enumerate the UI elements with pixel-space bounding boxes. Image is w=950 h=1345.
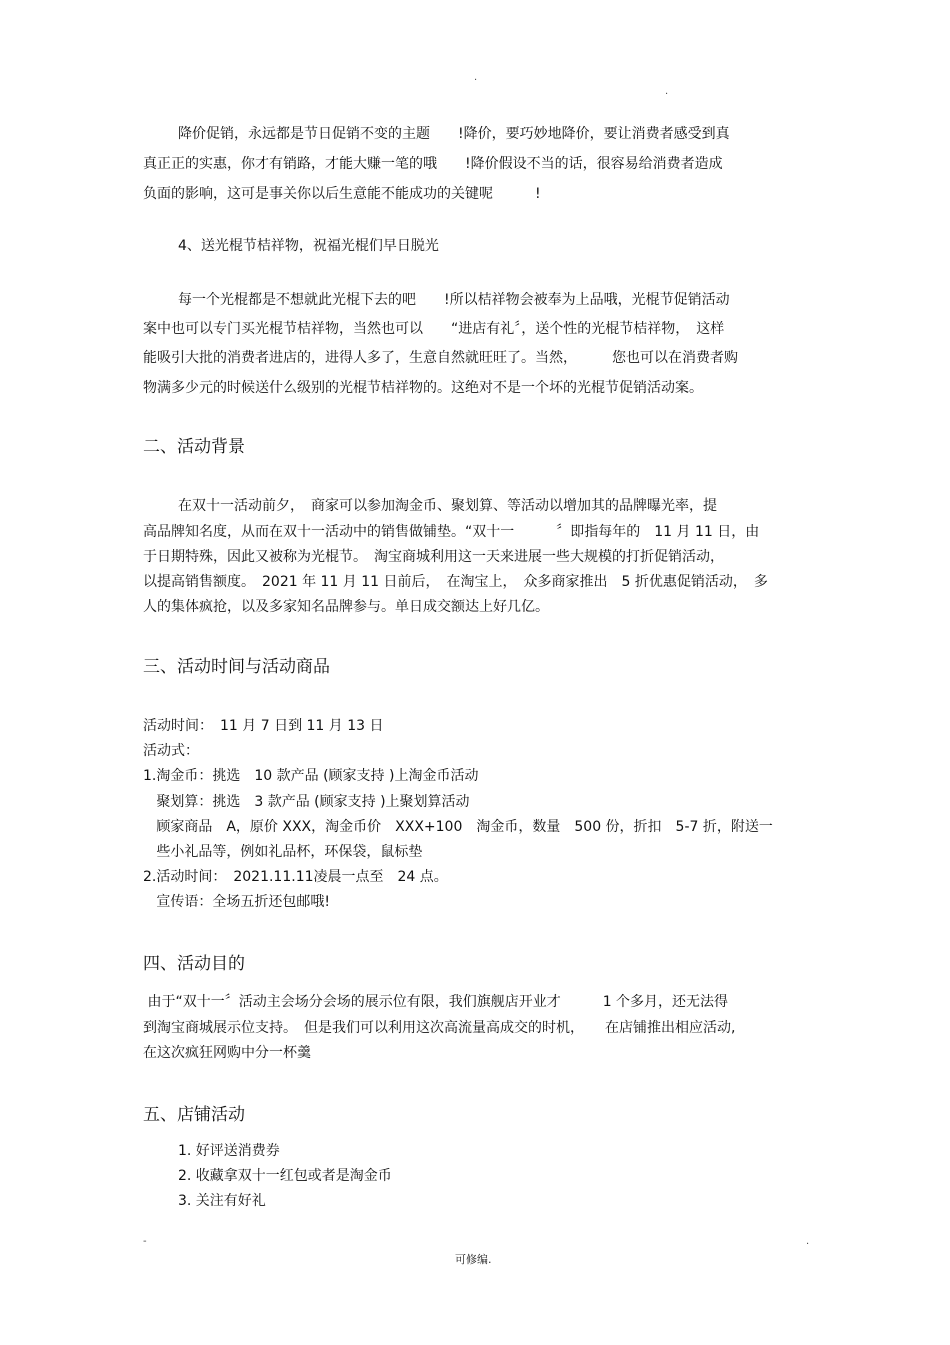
paragraph-line: 由于“双十一〞活动主会场分会场的展示位有限，我们旗舰店开业才 1 个多月，还无法得 bbox=[143, 994, 729, 1010]
list-item: 1. 好评送消费券 bbox=[178, 1143, 280, 1159]
paragraph-line: 活动式： bbox=[143, 743, 199, 759]
paragraph-line: 到淘宝商城展示位支持。 但是我们可以利用这次高流量高成交的时机， 在店铺推出相应活动, bbox=[143, 1020, 736, 1036]
paragraph-line: 降价促销，永远都是节日促销不变的主题 !降价，要巧妙地降价，要让消费者感受到真 bbox=[178, 126, 730, 142]
list-item: 1.淘金币：挑选 10 款产品 (顾家支持 )上淘金币活动 bbox=[143, 768, 479, 784]
section-heading: 四、活动目的 bbox=[143, 954, 245, 974]
paragraph-line: 在这次疯狂网购中分一杯羹 bbox=[143, 1045, 311, 1061]
section-heading: 五、店铺活动 bbox=[143, 1105, 245, 1125]
section-heading: 三、活动时间与活动商品 bbox=[143, 657, 330, 677]
header-mark-right: . bbox=[665, 86, 669, 97]
paragraph-line: 案中也可以专门买光棍节桔祥物，当然也可以 “进店有礼〞，送个性的光棍节桔祥物， 这样 bbox=[143, 321, 725, 337]
list-item: 3. 关注有好礼 bbox=[178, 1193, 266, 1209]
paragraph-line: 物满多少元的时候送什么级别的光棍节桔祥物的。这绝对不是一个坏的光棍节促销活动案。 bbox=[143, 380, 703, 396]
paragraph-line: 于日期特殊，因此又被称为光棍节。 淘宝商城利用这一天来进展一些大规模的打折促销活动， bbox=[143, 549, 724, 565]
paragraph-line: 能吸引大批的消费者进店的，进得人多了，生意自然就旺旺了。当然， 您也可以在消费者购 bbox=[143, 350, 738, 366]
section-heading: 二、活动背景 bbox=[143, 437, 245, 457]
footer-text: 可修编. bbox=[455, 1253, 492, 1266]
footer-mark-left: - bbox=[143, 1236, 147, 1247]
paragraph-line: 负面的影响，这可是事关你以后生意能不能成功的关键呢 ! bbox=[143, 186, 541, 202]
subsection-title: 4、送光棍节桔祥物，祝福光棍们早日脱光 bbox=[178, 238, 439, 254]
paragraph-line: 活动时间： 11 月 7 日到 11 月 13 日 bbox=[143, 718, 384, 734]
paragraph-line: 在双十一活动前夕， 商家可以参加淘金币、聚划算、等活动以增加其的品牌曝光率，提 bbox=[178, 498, 717, 514]
paragraph-line: 每一个光棍都是不想就此光棍下去的吧 !所以桔祥物会被奉为上品哦，光棍节促销活动 bbox=[178, 292, 730, 308]
header-mark-center: . bbox=[474, 72, 478, 83]
list-item: 顾家商品 A，原价 XXX，淘金币价 XXX+100 淘金币，数量 500 份，折扣 5-7 折，附送一 bbox=[143, 819, 773, 835]
footer-mark-right: . bbox=[806, 1236, 810, 1247]
list-item: 2. 收藏拿双十一红包或者是淘金币 bbox=[178, 1168, 392, 1184]
paragraph-line: 以提高销售额度。 2021 年 11 月 11 日前后， 在淘宝上， 众多商家推出 5 折优惠促销活动， 多 bbox=[143, 574, 768, 590]
list-item: 2.活动时间： 2021.11.11凌晨一点至 24 点。 bbox=[143, 869, 448, 885]
list-item: 宣传语：全场五折还包邮哦! bbox=[143, 894, 330, 910]
paragraph-line: 高品牌知名度，从而在双十一活动中的销售做铺垫。“双十一 〞即指每年的 11 月 11 日，由 bbox=[143, 524, 760, 540]
list-item: 些小礼品等，例如礼品杯，环保袋，鼠标垫 bbox=[143, 844, 423, 860]
list-item: 聚划算：挑选 3 款产品 (顾家支持 )上聚划算活动 bbox=[143, 794, 470, 810]
paragraph-line: 人的集体疯抢，以及多家知名品牌参与。单日成交额达上好几亿。 bbox=[143, 599, 549, 615]
paragraph-line: 真正正的实惠，你才有销路，才能大赚一笔的哦 !降价假设不当的话，很容易给消费者造成 bbox=[143, 156, 723, 172]
